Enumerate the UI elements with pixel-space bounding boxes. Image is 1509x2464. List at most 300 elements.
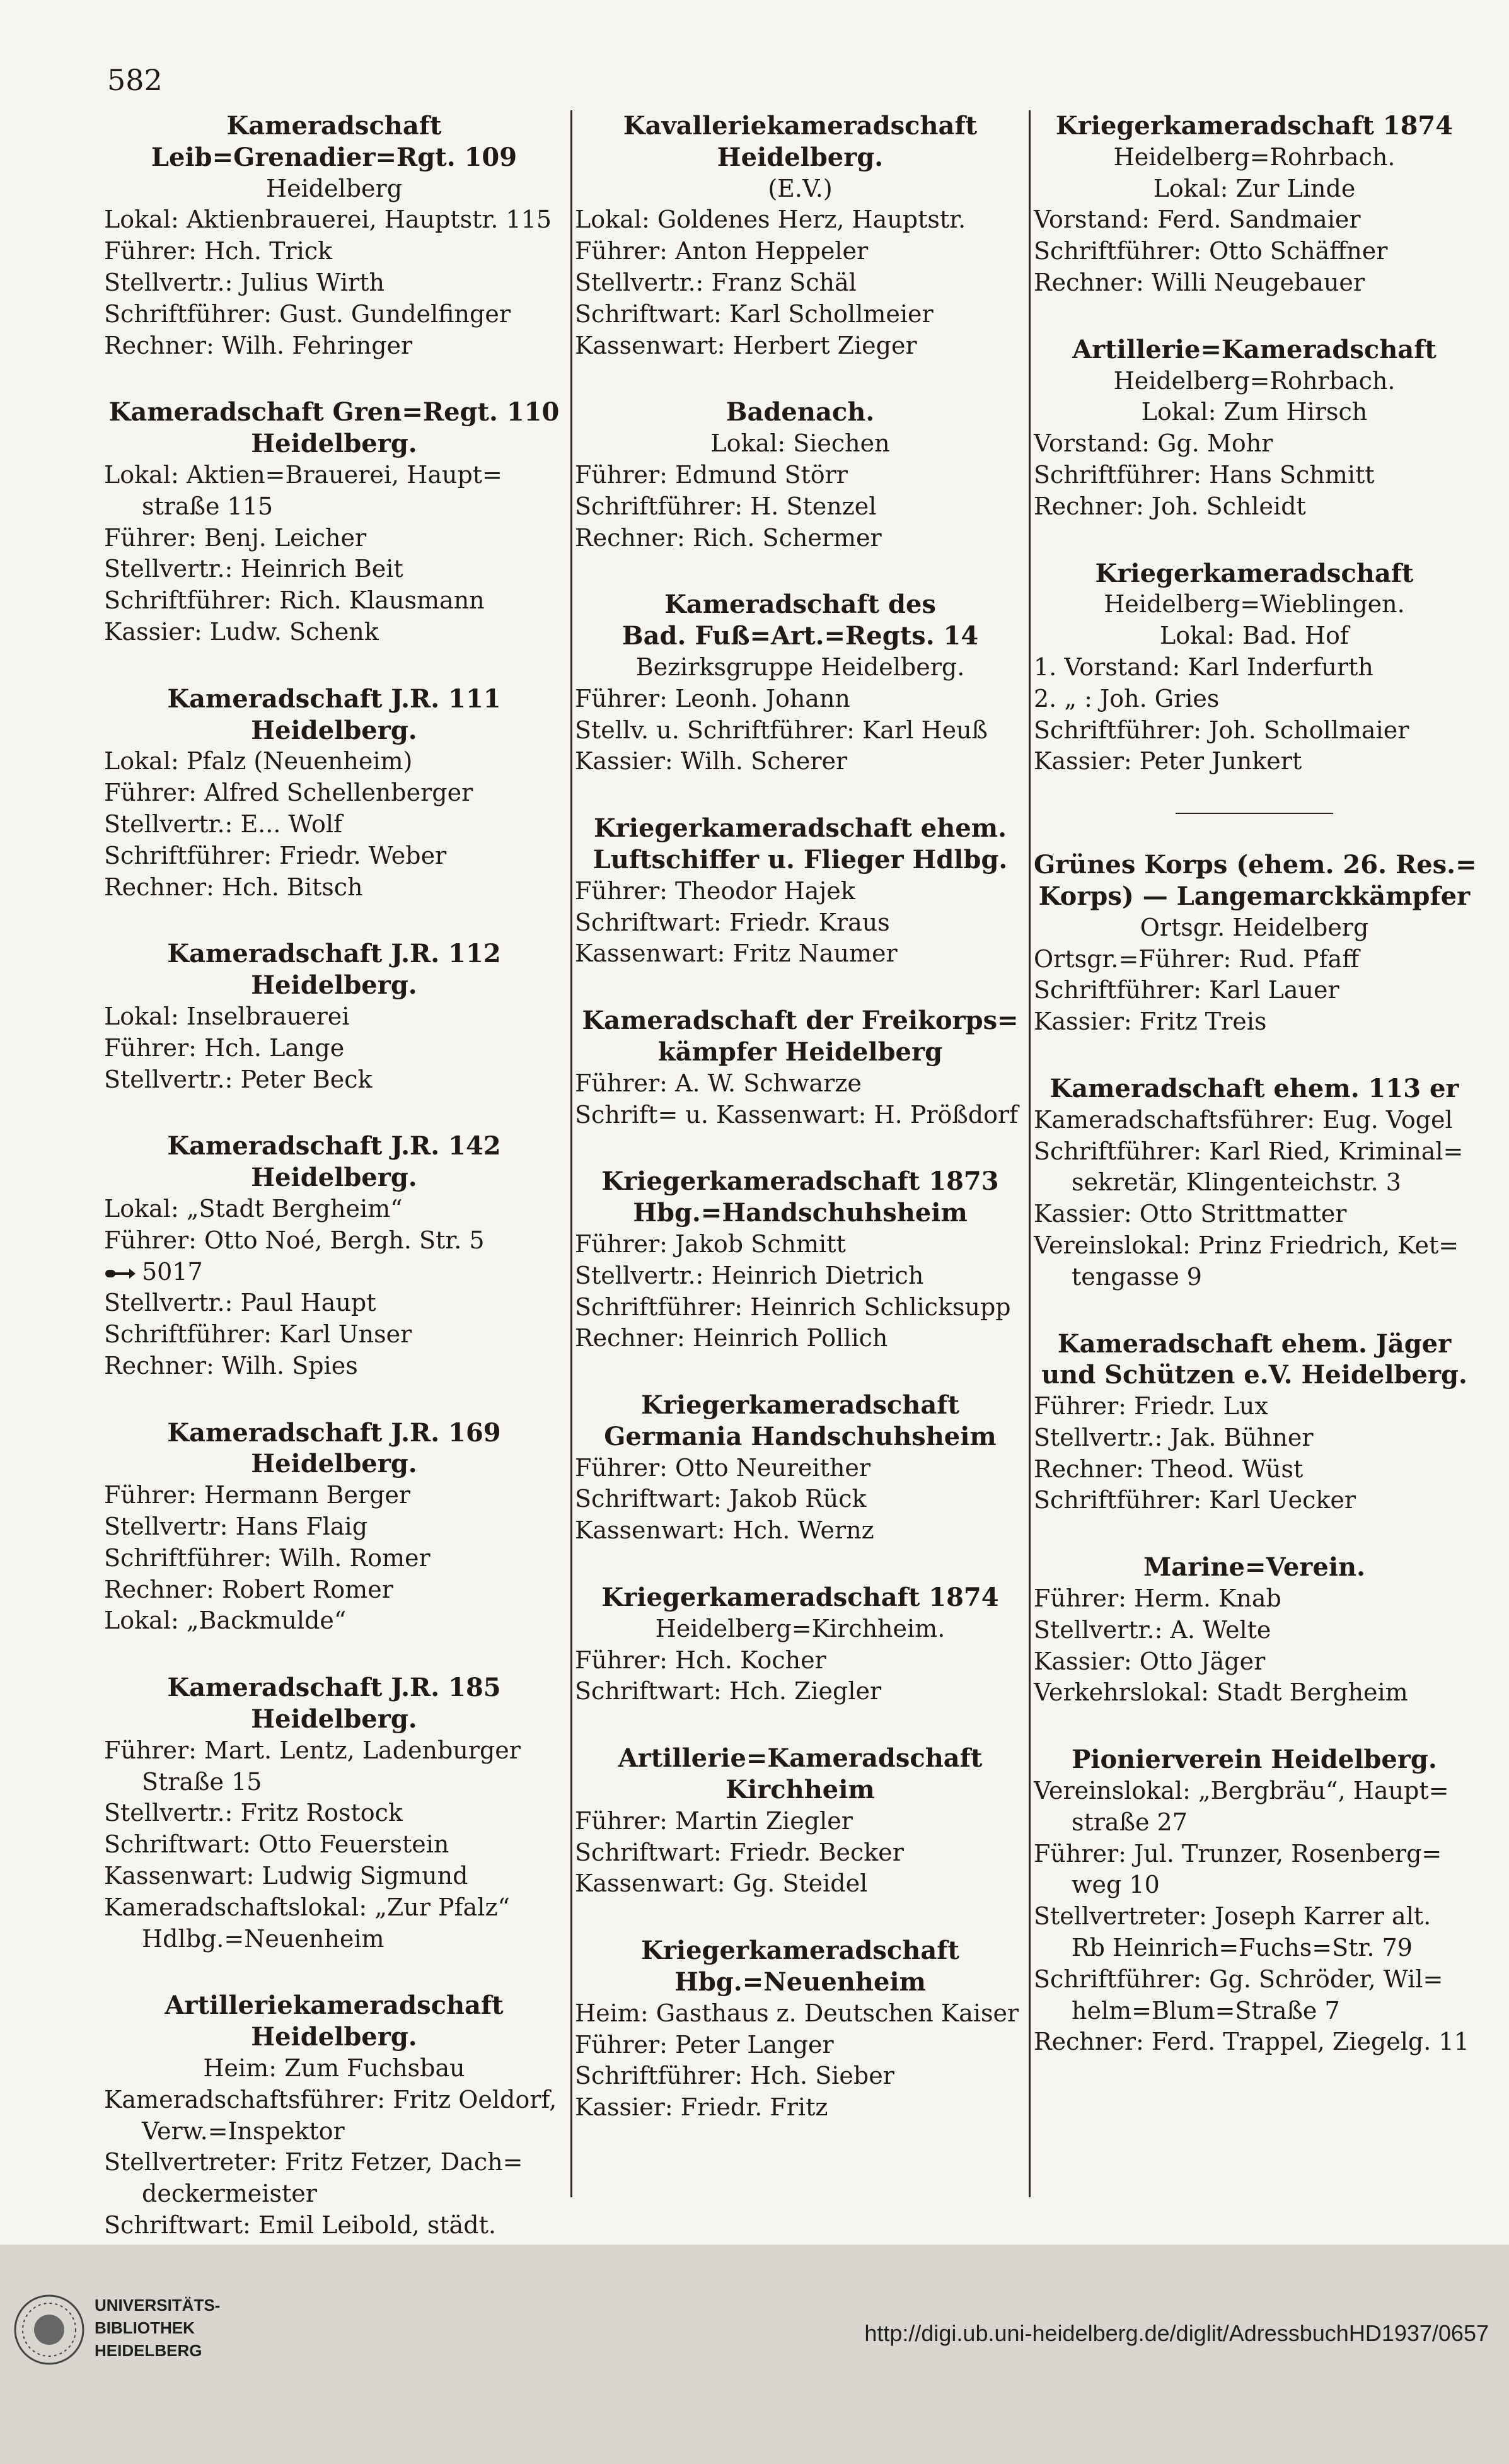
entry-title: Kameradschaft des: [664, 590, 936, 620]
entry-section: [575, 1390, 1026, 1547]
entry-line: [104, 267, 564, 299]
entry-text: Schriftführer: Heinrich Schlicksupp: [575, 1293, 1011, 1321]
entry-line: [104, 1829, 564, 1861]
entry-section: [575, 1935, 1026, 2124]
entry-text: Schriftwart: Karl Schollmeier: [575, 299, 934, 328]
entry-line: [575, 330, 1026, 362]
entry-line: [1034, 683, 1475, 715]
entry-text: Schriftführer: Rich. Klausmann: [104, 586, 485, 615]
entry-title: Kriegerkameradschaft ehem.: [593, 813, 1007, 844]
entry-line: [104, 2084, 564, 2116]
entry-text: Rechner: Ferd. Trappel, Ziegelg. 11: [1034, 2028, 1469, 2056]
entry-title: Badenach.: [726, 397, 875, 427]
entry-text: weg 10: [1072, 1871, 1160, 1899]
entry-text: Stellvertreter: Joseph Karrer alt.: [1034, 1902, 1431, 1931]
entry-section: [1034, 334, 1475, 523]
entry-line: [1034, 1615, 1475, 1646]
entry-title: Luftschiffer u. Flieger Hdlbg.: [593, 844, 1008, 875]
entry-text: Schriftführer: Karl Ried, Kriminal=: [1034, 1137, 1464, 1165]
entry-text: Stellvertr.: Julius Wirth: [104, 268, 384, 296]
entry-title: Kriegerkameradschaft 1874: [601, 1583, 999, 1613]
entry-text: Führer: Otto Noé, Bergh. Str. 5: [104, 1226, 485, 1254]
entry-line: [104, 1798, 564, 1829]
entry-text: Führer: Benj. Leicher: [104, 523, 367, 552]
entry-line: [575, 715, 1026, 747]
entry-text: Kameradschaftsführer: Fritz Oeldorf,: [104, 2085, 557, 2113]
entry-title: Kameradschaft J.R. 185: [167, 1673, 501, 1703]
entry-section: [575, 1582, 1026, 1707]
entry-text: Kassenwart: Fritz Naumer: [575, 939, 898, 968]
entry-line: [104, 2178, 564, 2210]
entry-text: Kassier: Ludw. Schenk: [104, 617, 379, 646]
entry-text: 5017: [142, 1257, 203, 1286]
entry-title: Germania Handschuhsheim: [604, 1421, 997, 1451]
entry-line: [575, 1645, 1026, 1677]
entry-line: [1034, 1006, 1475, 1038]
entry-section: [575, 1166, 1026, 1354]
column-3: [1034, 110, 1475, 2093]
entry-line: [104, 2210, 564, 2241]
entry-text: deckermeister: [142, 2180, 317, 2208]
entry-text: Kassier: Otto Strittmatter: [1034, 1200, 1347, 1228]
entry-text: Lokal: Inselbrauerei: [104, 1002, 350, 1030]
entry-line: [1034, 460, 1475, 491]
entry-text: Kassier: Peter Junkert: [1034, 747, 1302, 776]
source-url[interactable]: http://digi.ub.uni-heidelberg.de/diglit/AdressbuchHD1937/0657: [864, 2320, 1489, 2346]
entry-section: [575, 813, 1026, 970]
entry-line: [104, 1767, 564, 1798]
entry-subtitle: Lokal: Bad. Hof: [1160, 622, 1349, 650]
entry-line: [1034, 1136, 1475, 1168]
entry-line: [104, 1001, 564, 1033]
entry-text: Kassenwart: Herbert Zieger: [575, 331, 917, 359]
entry-line: [1034, 1996, 1475, 2027]
entry-line: [1034, 975, 1475, 1006]
entry-section: [104, 1672, 564, 1955]
entry-text: Rechner: Wilh. Spies: [104, 1351, 358, 1380]
entry-line: [104, 585, 564, 617]
entry-line: [575, 1484, 1026, 1515]
entry-text: Führer: Hch. Trick: [104, 237, 333, 265]
university-seal-icon: [11, 2292, 87, 2368]
entry-text: Führer: A. W. Schwarze: [575, 1069, 862, 1097]
entry-text: Stellvertr.: Fritz Rostock: [104, 1799, 403, 1827]
entry-text: Stellvertr.: Franz Schäl: [575, 268, 857, 296]
entry-line: [1034, 428, 1475, 460]
entry-line: [575, 1323, 1026, 1354]
entry-line: [1034, 236, 1475, 267]
entry-title: Kavalleriekameradschaft: [623, 111, 978, 141]
entry-line: [1034, 1199, 1475, 1230]
entry-line: [1034, 1391, 1475, 1422]
entry-subtitle: Heim: Zum Fuchsbau: [203, 2054, 465, 2083]
entry-title: Kameradschaft Gren=Regt. 110: [108, 397, 560, 427]
entry-line: [104, 1480, 564, 1511]
entry-text: Heim: Gasthaus z. Deutschen Kaiser: [575, 1999, 1019, 2027]
entry-title: kämpfer Heidelberg: [657, 1037, 943, 1067]
entry-text: Schriftwart: Friedr. Becker: [575, 1838, 904, 1866]
entry-text: Lokal: Pfalz (Neuenheim): [104, 747, 413, 776]
entry-line: [104, 809, 564, 840]
entry-subtitle: Bezirksgruppe Heidelberg.: [635, 653, 965, 681]
entry-line: [104, 840, 564, 872]
entry-text: Schriftführer: Gg. Schröder, Wil=: [1034, 1965, 1443, 1993]
entry-line: [575, 1868, 1026, 1900]
entry-text: Führer: Theodor Hajek: [575, 876, 855, 905]
entry-line: [575, 1292, 1026, 1323]
entry-subtitle: (E.V.): [768, 174, 833, 202]
entry-text: Stellv. u. Schriftführer: Karl Heuß: [575, 716, 988, 744]
entry-text: Stellvertr.: Heinrich Dietrich: [575, 1261, 924, 1289]
entry-line: [104, 1033, 564, 1064]
entry-title: Heidelberg.: [251, 1704, 417, 1735]
entry-line: [575, 460, 1026, 491]
entry-section: [1034, 1073, 1475, 1293]
entry-text: Führer: Herm. Knab: [1034, 1584, 1281, 1613]
entry-line: [1034, 2026, 1475, 2058]
entry-text: Schriftführer: Wilh. Romer: [104, 1543, 431, 1572]
entry-text: Rechner: Heinrich Pollich: [575, 1324, 888, 1352]
entry-subtitle: Heidelberg: [265, 174, 403, 202]
entry-line: [575, 907, 1026, 939]
entry-line: [104, 872, 564, 904]
entry-section: [1034, 1744, 1475, 2058]
entry-text: Führer: Friedr. Lux: [1034, 1392, 1268, 1421]
entry-line: [104, 1924, 564, 1955]
entry-line: [1034, 1454, 1475, 1485]
entry-line: [575, 236, 1026, 267]
section-separator: [1176, 813, 1333, 814]
entry-line: [1034, 1807, 1475, 1839]
entry-line: [575, 267, 1026, 299]
entry-text: Führer: Hch. Kocher: [575, 1646, 826, 1674]
column-divider: [570, 110, 572, 2197]
entry-subtitle: Lokal: Siechen: [710, 429, 890, 458]
entry-section: [1034, 110, 1475, 299]
entry-title: Kriegerkameradschaft: [641, 1390, 959, 1421]
entry-line: [1034, 1901, 1475, 1932]
entry-line: [104, 1892, 564, 1924]
entry-text: Kassier: Fritz Treis: [1034, 1008, 1267, 1036]
entry-text: Kassier: Otto Jäger: [1034, 1647, 1266, 1675]
telephone-icon: [104, 1266, 137, 1281]
entry-line: [575, 1068, 1026, 1100]
entry-text: Kassenwart: Gg. Steidel: [575, 1869, 868, 1898]
entry-line: [104, 523, 564, 554]
entry-text: Schriftwart: Otto Feuerstein: [104, 1830, 449, 1859]
entry-line: [1034, 1105, 1475, 1136]
column-divider: [1029, 110, 1031, 2197]
entry-line: [104, 777, 564, 809]
entry-line: [575, 491, 1026, 523]
entry-section: [1034, 1328, 1475, 1517]
entry-title: Heidelberg.: [251, 970, 417, 1001]
entry-text: Führer: Mart. Lentz, Ladenburger: [104, 1736, 521, 1764]
entry-line: [575, 1515, 1026, 1547]
entry-text: Kassenwart: Hch. Wernz: [575, 1516, 874, 1545]
footer-bar: [0, 2245, 1509, 2464]
entry-text: sekretär, Klingenteichstr. 3: [1072, 1168, 1401, 1197]
entry-title: Bad. Fuß=Art.=Regts. 14: [622, 621, 979, 651]
entry-text: Schriftwart: Emil Leibold, städt.: [104, 2211, 496, 2240]
entry-text: Führer: Edmund Störr: [575, 460, 848, 489]
entry-title: Heidelberg.: [251, 429, 417, 459]
entry-text: Kassier: Friedr. Fritz: [575, 2093, 828, 2122]
entry-text: Kassenwart: Ludwig Sigmund: [104, 1862, 468, 1890]
entry-section: [104, 397, 564, 648]
entry-text: Führer: Peter Langer: [575, 2030, 834, 2059]
entry-line: [1034, 1839, 1475, 1870]
entry-title: Kirchheim: [726, 1775, 875, 1805]
entry-line: [104, 1257, 564, 1288]
entry-text: Schriftführer: Hans Schmitt: [1034, 460, 1375, 489]
entry-line: [104, 617, 564, 648]
entry-text: Verkehrslokal: Stadt Bergheim: [1034, 1678, 1408, 1707]
entry-line: [575, 1998, 1026, 2030]
entry-title: Kameradschaft: [226, 111, 442, 141]
entry-title: Heidelberg.: [251, 1449, 417, 1479]
entry-line: [575, 683, 1026, 715]
entry-line: [575, 1676, 1026, 1707]
entry-text: Rechner: Robert Romer: [104, 1575, 393, 1603]
entry-line: [104, 1605, 564, 1637]
entry-title: Korps) — Langemarckkämpfer: [1038, 881, 1471, 911]
entry-title: Kriegerkameradschaft: [641, 1936, 959, 1966]
entry-line: [104, 2147, 564, 2178]
entry-text: Schriftwart: Hch. Ziegler: [575, 1677, 882, 1706]
entry-line: [104, 460, 564, 491]
entry-text: Führer: Leonh. Johann: [575, 684, 850, 712]
entry-title: Kriegerkameradschaft 1873: [601, 1166, 999, 1197]
entry-text: Schriftführer: Karl Lauer: [1034, 976, 1339, 1004]
entry-section: [575, 589, 1026, 777]
entry-text: Lokal: Goldenes Herz, Hauptstr.: [575, 206, 966, 234]
entry-text: Stellvertr: Hans Flaig: [104, 1513, 368, 1541]
entry-text: Schriftführer: Karl Unser: [104, 1320, 412, 1349]
entry-line: [1034, 1677, 1475, 1709]
entry-text: Vereinslokal: „Bergbräu“, Haupt=: [1034, 1777, 1449, 1805]
entry-text: Schriftwart: Friedr. Kraus: [575, 908, 890, 936]
entry-title: Kameradschaft J.R. 112: [167, 939, 501, 969]
entry-line: [1034, 1964, 1475, 1996]
entry-text: Führer: Anton Heppeler: [575, 237, 869, 265]
entry-text: tengasse 9: [1072, 1262, 1202, 1291]
entry-line: [104, 1351, 564, 1382]
entry-line: [1034, 1485, 1475, 1516]
entry-text: Führer: Jul. Trunzer, Rosenberg=: [1034, 1839, 1442, 1868]
entry-text: Stellvertr.: Paul Haupt: [104, 1289, 376, 1317]
entry-text: Schriftführer: H. Stenzel: [575, 492, 877, 520]
entry-line: [575, 938, 1026, 970]
entry-line: [104, 746, 564, 777]
entry-text: Führer: Martin Ziegler: [575, 1806, 853, 1835]
entry-line: [1034, 204, 1475, 236]
entry-line: [104, 2116, 564, 2147]
entry-text: Stellvertr.: Peter Beck: [104, 1065, 373, 1093]
entry-line: [575, 523, 1026, 554]
entry-section: [104, 683, 564, 904]
entry-text: Rb Heinrich=Fuchs=Str. 79: [1072, 1934, 1413, 1962]
entry-text: Lokal: Aktien=Brauerei, Haupt=: [104, 460, 502, 489]
page-number: 582: [107, 63, 163, 97]
entry-text: Vereinslokal: Prinz Friedrich, Ket=: [1034, 1231, 1459, 1259]
entry-line: [104, 491, 564, 523]
entry-line: [1034, 652, 1475, 683]
entry-line: [1034, 267, 1475, 299]
entry-title: und Schützen e.V. Heidelberg.: [1041, 1360, 1467, 1390]
entry-text: Stellvertreter: Fritz Fetzer, Dach=: [104, 2148, 523, 2176]
entry-text: Rechner: Rich. Schermer: [575, 523, 882, 552]
entry-section: [1034, 1552, 1475, 1709]
entry-section: [575, 1743, 1026, 1900]
entry-section: [575, 110, 1026, 361]
entry-line: [1034, 1422, 1475, 1454]
entry-line: [104, 299, 564, 330]
entry-section: [104, 938, 564, 1095]
entry-title: Artillerie=Kameradschaft: [618, 1743, 983, 1774]
entry-section: [104, 1417, 564, 1637]
entry-subtitle: Ortsgr. Heidelberg: [1140, 913, 1369, 941]
entry-text: Führer: Jakob Schmitt: [575, 1229, 846, 1258]
entry-line: [575, 746, 1026, 777]
entry-text: Lokal: „Backmulde“: [104, 1607, 347, 1635]
entry-title: Heidelberg.: [251, 1163, 417, 1193]
entry-title: Grünes Korps (ehem. 26. Res.=: [1034, 850, 1477, 880]
entry-line: [104, 330, 564, 362]
entry-text: Stellvertr.: Heinrich Beit: [104, 555, 403, 583]
entry-title: Heidelberg.: [251, 2022, 417, 2052]
entry-title: Kameradschaft J.R. 142: [167, 1131, 501, 1161]
entry-text: Führer: Hch. Lange: [104, 1033, 345, 1062]
entry-line: [104, 1735, 564, 1767]
entry-subtitle: Heidelberg=Rohrbach.: [1113, 142, 1396, 171]
entry-line: [104, 1287, 564, 1319]
entry-text: Verw.=Inspektor: [142, 2117, 345, 2145]
entry-line: [575, 299, 1026, 330]
entry-line: [575, 876, 1026, 907]
entry-title: Kameradschaft J.R. 169: [167, 1417, 501, 1448]
entry-line: [104, 1543, 564, 1574]
entry-line: [1034, 715, 1475, 747]
entry-line: [575, 2030, 1026, 2061]
entry-text: Stellvertr.: A. Welte: [1034, 1615, 1271, 1644]
entry-text: Rechner: Hch. Bitsch: [104, 873, 363, 901]
entry-text: Kameradschaftsführer: Eug. Vogel: [1034, 1105, 1453, 1134]
entry-subtitle: Lokal: Zum Hirsch: [1141, 398, 1368, 426]
entry-section: [1034, 849, 1475, 1038]
entry-line: [575, 2092, 1026, 2124]
entry-title: Kriegerkameradschaft 1874: [1055, 111, 1454, 141]
entry-section: [104, 1130, 564, 1381]
entry-text: Vorstand: Ferd. Sandmaier: [1034, 206, 1361, 234]
entry-line: [104, 204, 564, 236]
column-1: [104, 110, 564, 2339]
entry-text: Schriftführer: Gust. Gundelfinger: [104, 299, 511, 328]
entry-text: Schrift= u. Kassenwart: H. Prößdorf: [575, 1100, 1019, 1129]
entry-subtitle: Lokal: Zur Linde: [1153, 174, 1356, 202]
entry-line: [1034, 1230, 1475, 1262]
entry-text: Schriftwart: Jakob Rück: [575, 1485, 867, 1513]
entry-text: Rechner: Joh. Schleidt: [1034, 492, 1306, 520]
entry-text: Lokal: Aktienbrauerei, Hauptstr. 115: [104, 206, 552, 234]
entry-subtitle: Heidelberg=Rohrbach.: [1113, 366, 1396, 395]
entry-line: [1034, 1583, 1475, 1615]
entry-line: [1034, 1869, 1475, 1901]
entry-text: Ortsgr.=Führer: Rud. Pfaff: [1034, 944, 1360, 973]
entry-line: [575, 204, 1026, 236]
entry-title: Kameradschaft ehem. 113 er: [1049, 1073, 1459, 1103]
entry-line: [1034, 491, 1475, 523]
entry-subtitle: Heidelberg=Kirchheim.: [655, 1614, 945, 1642]
entry-text: helm=Blum=Straße 7: [1072, 1996, 1340, 2025]
library-name: UNIVERSITÄTS- BIBLIOTHEK HEIDELBERG: [95, 2296, 221, 2360]
entry-title: Hbg.=Neuenheim: [674, 1967, 926, 1997]
entry-text: Führer: Hermann Berger: [104, 1481, 411, 1509]
entry-title: Marine=Verein.: [1143, 1552, 1366, 1583]
entry-title: Pionierverein Heidelberg.: [1072, 1745, 1437, 1775]
entry-text: 2. „ : Joh. Gries: [1034, 684, 1220, 712]
entry-line: [575, 1837, 1026, 1869]
entry-line: [104, 236, 564, 267]
entry-text: Schriftführer: Friedr. Weber: [104, 841, 447, 869]
entry-section: [104, 110, 564, 361]
entry-section: [1034, 558, 1475, 778]
entry-text: Führer: Alfred Schellenberger: [104, 779, 473, 807]
entry-section: [575, 1005, 1026, 1130]
entry-text: Schriftführer: Joh. Schollmaier: [1034, 716, 1409, 744]
entry-line: [104, 1511, 564, 1543]
entry-title: Heidelberg.: [251, 715, 417, 745]
entry-text: Rechner: Willi Neugebauer: [1034, 268, 1365, 296]
entry-title: Kameradschaft J.R. 111: [167, 683, 501, 714]
entry-text: Stellvertr.: E... Wolf: [104, 810, 343, 838]
entry-text: Schriftführer: Hch. Sieber: [575, 2062, 894, 2090]
entry-subtitle: Heidelberg=Wieblingen.: [1104, 590, 1405, 619]
entry-text: Hdlbg.=Neuenheim: [142, 1924, 384, 1953]
entry-title: Heidelberg.: [717, 142, 884, 172]
entry-text: straße 115: [142, 492, 274, 520]
entry-text: 1. Vorstand: Karl Inderfurth: [1034, 653, 1373, 681]
entry-line: [104, 1194, 564, 1225]
entry-line: [104, 1319, 564, 1351]
entry-text: straße 27: [1072, 1808, 1188, 1836]
entry-line: [575, 1806, 1026, 1837]
entry-line: [104, 1064, 564, 1096]
entry-text: Rechner: Theod. Wüst: [1034, 1455, 1304, 1483]
entry-line: [104, 1861, 564, 1892]
entry-text: Rechner: Wilh. Fehringer: [104, 331, 413, 359]
entry-line: [575, 1453, 1026, 1484]
entry-line: [1034, 1167, 1475, 1199]
entry-text: Lokal: „Stadt Bergheim“: [104, 1194, 403, 1223]
entry-title: Hbg.=Handschuhsheim: [633, 1198, 968, 1228]
entry-text: Kassier: Wilh. Scherer: [575, 747, 848, 776]
column-2: [575, 110, 1026, 2159]
entry-line: [575, 1100, 1026, 1131]
entry-line: [1034, 746, 1475, 777]
entry-line: [104, 1574, 564, 1606]
entry-line: [104, 1225, 564, 1257]
entry-line: [575, 1229, 1026, 1260]
entry-text: Stellvertr.: Jak. Bühner: [1034, 1423, 1314, 1451]
entry-section: [575, 397, 1026, 554]
entry-text: Kameradschaftslokal: „Zur Pfalz“: [104, 1893, 510, 1921]
entry-line: [575, 2060, 1026, 2092]
entry-text: Schriftführer: Karl Uecker: [1034, 1486, 1356, 1514]
entry-title: Kameradschaft ehem. Jäger: [1057, 1328, 1452, 1359]
entry-line: [104, 554, 564, 585]
entry-title: Artilleriekameradschaft: [165, 1990, 504, 2021]
